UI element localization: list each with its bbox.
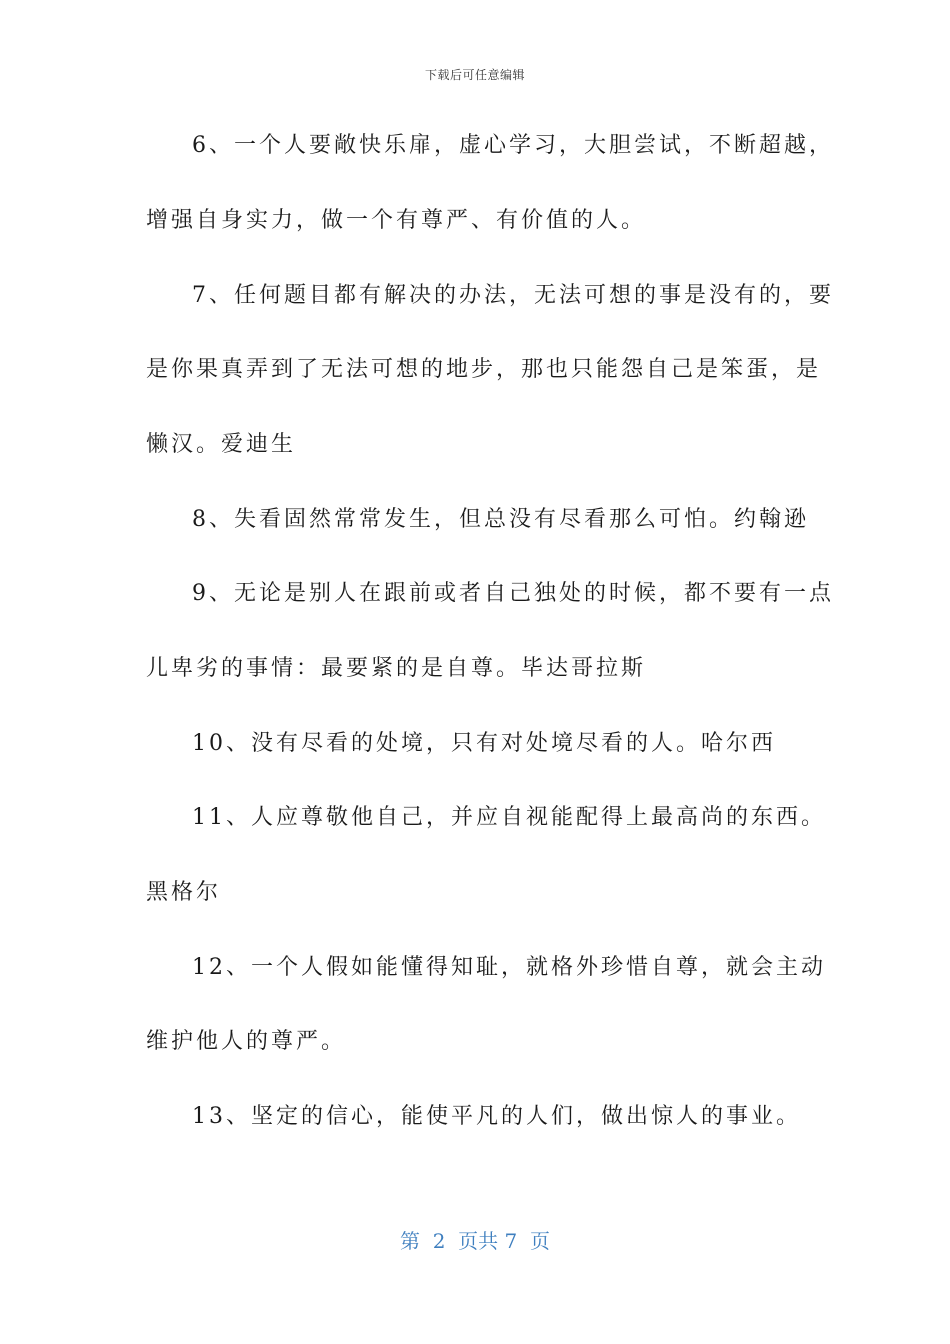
paragraph-12-line-1: 12、一个人假如能懂得知耻，就格外珍惜自尊，就会主动 [192, 955, 826, 980]
paragraph-11-line-2: 黑格尔 [146, 880, 222, 905]
paragraph-11-line-1: 11、人应尊敬他自己，并应自视能配得上最高尚的东西。 [192, 805, 826, 830]
header-note: 下载后可任意编辑 [424, 68, 525, 82]
paragraph-8-line-1: 8、失看固然常常发生，但总没有尽看那么可怕。约翰逊 [192, 507, 809, 532]
paragraph-7-line-2: 是你果真弄到了无法可想的地步，那也只能怨自己是笨蛋，是 [146, 357, 822, 382]
paragraph-12-line-2: 维护他人的尊严。 [146, 1029, 347, 1054]
paragraph-7-line-3: 懒汉。爱迪生 [146, 432, 297, 457]
paragraph-13-line-1: 13、坚定的信心，能使平凡的人们，做出惊人的事业。 [192, 1104, 801, 1129]
page-number-footer: 第 2 页共 7 页 [400, 1229, 550, 1253]
paragraph-10-line-1: 10、没有尽看的处境，只有对处境尽看的人。哈尔西 [192, 731, 776, 756]
paragraph-6-line-1: 6、一个人要敞快乐扉，虚心学习，大胆尝试，不断超越， [192, 133, 834, 158]
paragraph-9-line-2: 儿卑劣的事情：最要紧的是自尊。毕达哥拉斯 [146, 656, 647, 681]
paragraph-9-line-1: 9、无论是别人在跟前或者自己独处的时候，都不要有一点 [192, 581, 834, 606]
paragraph-7-line-1: 7、任何题目都有解决的办法，无法可想的事是没有的，要 [192, 283, 834, 308]
paragraph-6-line-2: 增强自身实力，做一个有尊严、有价值的人。 [146, 208, 647, 233]
